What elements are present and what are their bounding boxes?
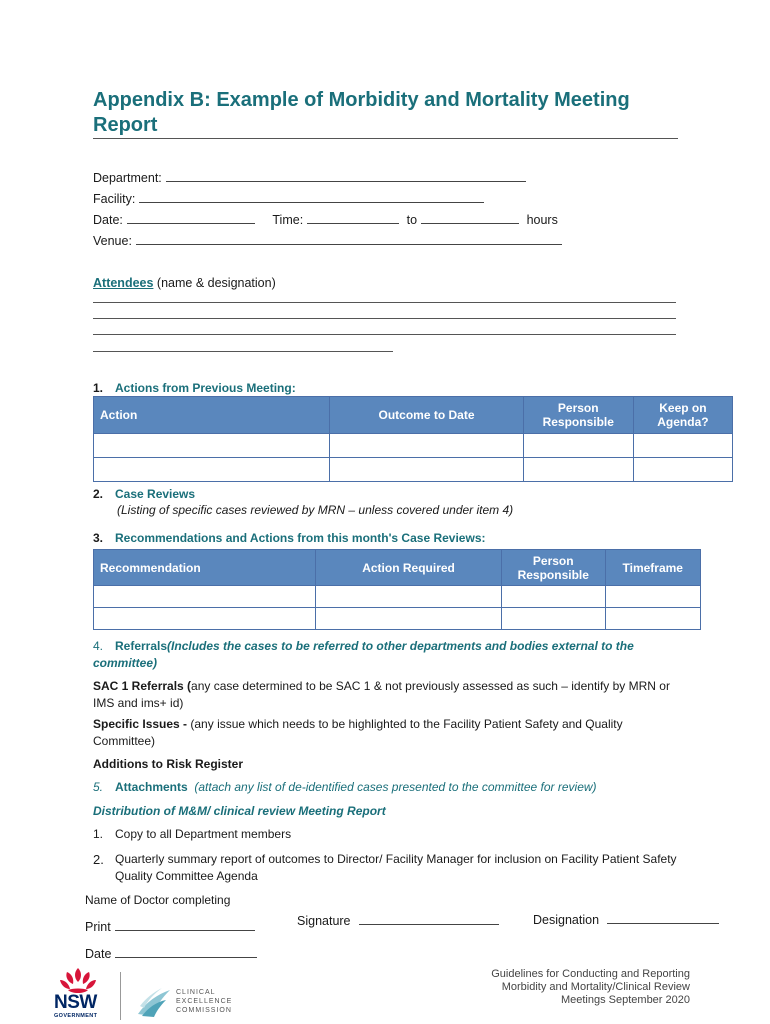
table-cell[interactable] — [94, 458, 330, 482]
table-cell[interactable] — [330, 458, 523, 482]
recommendations-table — [93, 549, 701, 630]
signature-field[interactable] — [297, 913, 503, 928]
attendees-line[interactable] — [93, 318, 676, 319]
distribution-text: Copy to all Department members — [115, 827, 292, 841]
nsw-logo-subtext: GOVERNMENT — [54, 1013, 98, 1019]
cec-line: COMMISSION — [176, 1007, 232, 1014]
table-cell[interactable] — [605, 608, 701, 630]
risk-register: Additions to Risk Register — [93, 757, 244, 771]
section4-note: (Includes the cases to be referred to other departments and bodies external to the committee) — [93, 639, 634, 670]
footer-line: Meetings September 2020 — [560, 994, 690, 1006]
signature-label: Signature — [297, 914, 351, 928]
footer-guideline — [440, 968, 690, 1007]
table-cell[interactable] — [523, 434, 633, 458]
time-end-line[interactable] — [421, 212, 519, 224]
table-row — [94, 434, 733, 458]
section3-heading — [93, 531, 485, 545]
print-line[interactable] — [115, 919, 255, 931]
facility-label: Facility: — [93, 192, 136, 206]
table-row — [94, 458, 733, 482]
department-line[interactable] — [166, 170, 526, 182]
date-label: Date: — [93, 213, 123, 227]
sac-text: any case determined to be SAC 1 & not previously assessed as such – identify by MRN or IMS and ims+ id) — [93, 679, 670, 710]
section2-number: 2. — [93, 487, 104, 501]
date-line[interactable] — [127, 212, 255, 224]
footer-line: Guidelines for Conducting and Reporting — [491, 968, 690, 980]
section1-heading — [93, 381, 296, 395]
distribution-heading: Distribution of M&M/ clinical review Meeting Report — [93, 804, 386, 818]
table-cell[interactable] — [316, 608, 502, 630]
issues-label: Specific Issues - — [93, 717, 191, 731]
table-row — [94, 608, 701, 630]
print-field[interactable] — [85, 919, 259, 934]
doctor-label: Name of Doctor completing — [85, 893, 231, 907]
section1-number: 1. — [93, 381, 104, 395]
distribution-number: 2. — [93, 852, 104, 867]
nsw-logo — [48, 966, 108, 1022]
to-label: to — [406, 213, 418, 227]
section3-number: 3. — [93, 531, 104, 545]
section5-title: Attachments — [115, 780, 188, 794]
previous-actions-table — [93, 396, 733, 482]
issues-text: (any issue which needs to be highlighted to the Facility Patient Safety and Quality Committee) — [93, 717, 623, 748]
table-cell[interactable] — [316, 586, 502, 608]
table-cell[interactable] — [502, 608, 606, 630]
date-signoff-label: Date — [85, 947, 112, 961]
section5-number: 5. — [93, 780, 104, 794]
column-header: Action Required — [316, 550, 502, 586]
designation-field[interactable] — [533, 912, 723, 927]
column-header: Timeframe — [605, 550, 701, 586]
column-header: Person Responsible — [502, 550, 606, 586]
table-cell[interactable] — [633, 458, 732, 482]
attendees-line[interactable] — [93, 334, 676, 335]
venue-label: Venue: — [93, 234, 132, 248]
print-label: Print — [85, 920, 111, 934]
designation-line[interactable] — [607, 912, 719, 924]
section4-number: 4. — [93, 639, 104, 653]
sac-referrals — [93, 678, 683, 712]
facility-field[interactable] — [93, 191, 488, 206]
logo-divider — [120, 972, 121, 1020]
date-time-field[interactable] — [93, 212, 558, 227]
date-signoff-field[interactable] — [85, 946, 261, 961]
column-header: Outcome to Date — [330, 397, 523, 434]
attendees-line[interactable] — [93, 302, 676, 303]
venue-line[interactable] — [136, 233, 562, 245]
column-header: Recommendation — [94, 550, 316, 586]
section2-note: (Listing of specific cases reviewed by MRN – unless covered under item 4) — [117, 503, 514, 517]
table-cell[interactable] — [94, 586, 316, 608]
section5-note: (attach any list of de-identified cases presented to the committee for review) — [194, 780, 597, 794]
distribution-number: 1. — [93, 827, 104, 841]
distribution-item — [93, 851, 693, 885]
section3-title: Recommendations and Actions from this month's Case Reviews: — [115, 531, 486, 545]
facility-line[interactable] — [139, 191, 484, 203]
time-label: Time: — [272, 213, 304, 227]
sac-label: SAC 1 Referrals ( — [93, 679, 192, 693]
table-cell[interactable] — [94, 434, 330, 458]
specific-issues — [93, 716, 683, 750]
distribution-text: Quarterly summary report of outcomes to Director/ Facility Manager for inclusion on Facility Patient Safety Quality Committee Agenda — [115, 852, 677, 883]
table-cell[interactable] — [330, 434, 523, 458]
page-title: Appendix B: Example of Morbidity and Mortality Meeting Report — [93, 89, 630, 136]
section2-title: Case Reviews — [115, 487, 196, 501]
nsw-logo-text: NSW — [54, 992, 97, 1013]
attendees-line[interactable] — [93, 351, 393, 352]
column-header: Action — [94, 397, 330, 434]
section5-heading — [93, 779, 693, 796]
date-signoff-line[interactable] — [115, 946, 257, 958]
signature-line[interactable] — [359, 913, 499, 925]
table-cell[interactable] — [502, 586, 606, 608]
column-header: Keep on Agenda? — [633, 397, 732, 434]
table-row — [94, 586, 701, 608]
department-field[interactable] — [93, 170, 530, 185]
section1-title: Actions from Previous Meeting: — [115, 381, 296, 395]
time-start-line[interactable] — [307, 212, 399, 224]
section2-heading — [93, 487, 195, 501]
cec-line: CLINICAL — [176, 989, 216, 996]
cec-text — [176, 988, 232, 1015]
table-cell[interactable] — [94, 608, 316, 630]
column-header: Person Responsible — [523, 397, 633, 434]
table-cell[interactable] — [605, 586, 701, 608]
hours-label: hours — [526, 213, 558, 227]
attendees-note: (name & designation) — [156, 276, 276, 290]
distribution-item — [93, 826, 693, 843]
attendees-heading — [93, 276, 276, 290]
section4-title: Referrals — [115, 639, 168, 653]
table-cell[interactable] — [523, 458, 633, 482]
footer-line: Morbidity and Mortality/Clinical Review — [501, 981, 690, 993]
cec-logo — [136, 984, 236, 1020]
designation-label: Designation — [533, 913, 600, 927]
title-divider — [93, 138, 678, 139]
cec-line: EXCELLENCE — [176, 998, 233, 1005]
attendees-title: Attendees — [93, 276, 154, 290]
table-cell[interactable] — [633, 434, 732, 458]
section4-heading — [93, 638, 693, 672]
department-label: Department: — [93, 171, 162, 185]
cec-wave-icon — [136, 984, 172, 1018]
venue-field[interactable] — [93, 233, 566, 248]
